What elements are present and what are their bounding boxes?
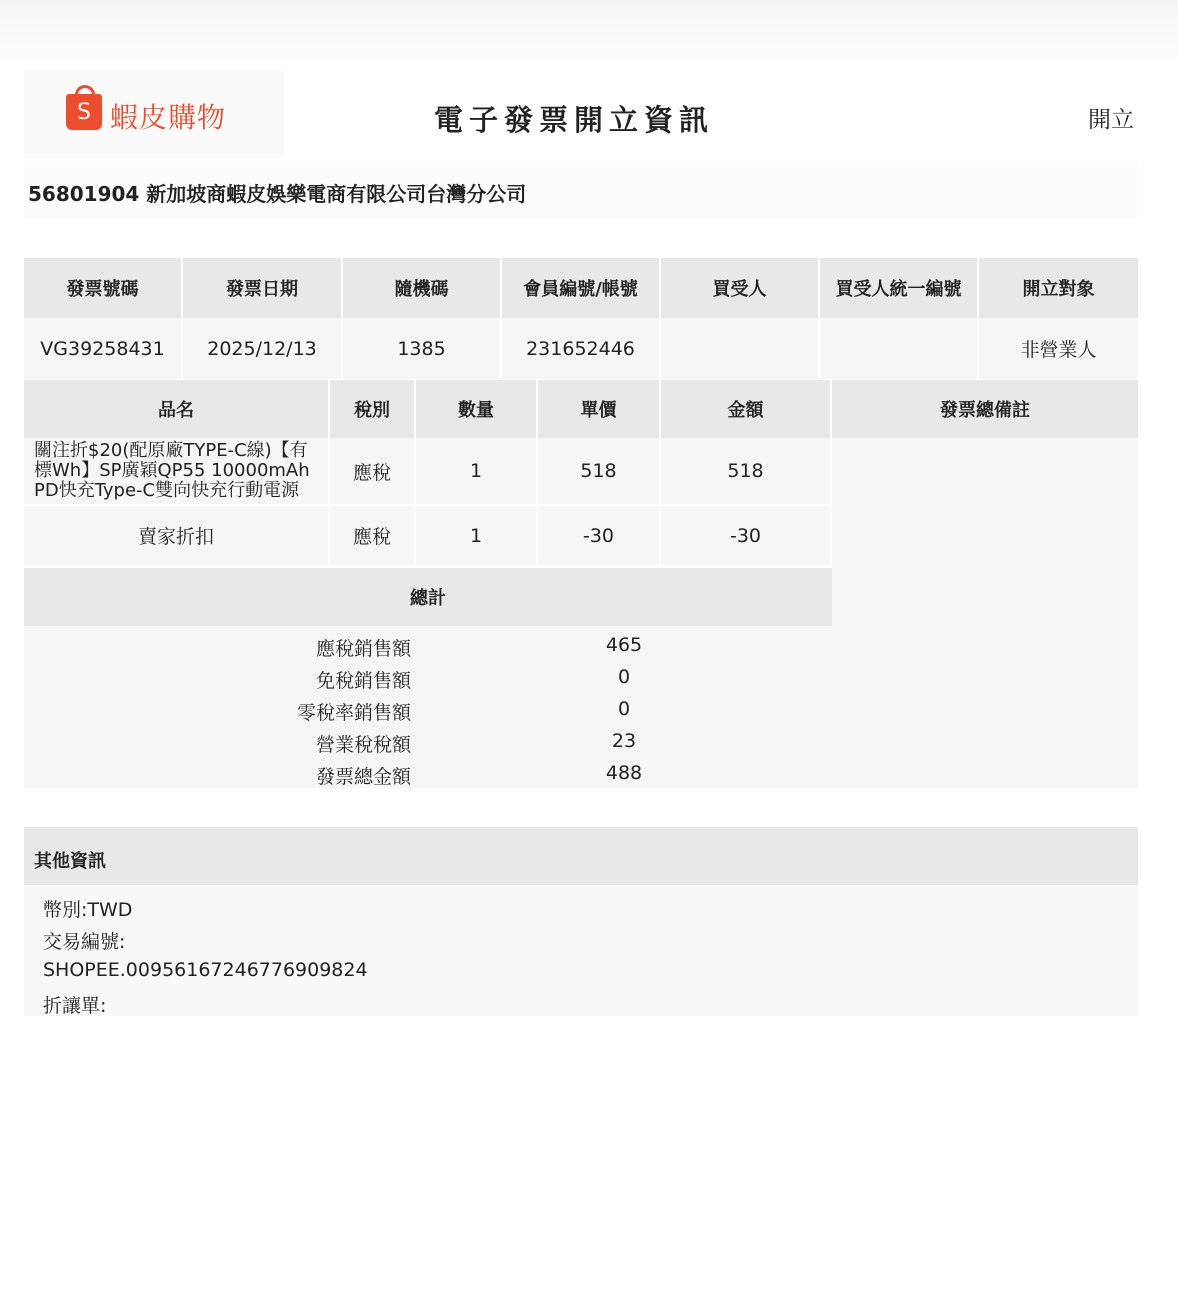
seller-name: 56801904 新加坡商蝦皮娛樂電商有限公司台灣分公司 bbox=[28, 182, 527, 206]
row-2-unit-price: -30 bbox=[538, 506, 661, 567]
tax-type-header: 稅別 bbox=[330, 380, 416, 438]
buyer-tax-id-header: 買受人統一編號 bbox=[820, 258, 979, 318]
total-label-2: 免稅銷售額 bbox=[315, 670, 411, 692]
unit-price-header: 單價 bbox=[538, 380, 661, 438]
row-1-item-name: 關注折$20(配原廠TYPE-C線)【有標Wh】SP廣穎QP55 10000mAh PD快充Type-C雙向快充行動電源 bbox=[24, 438, 330, 506]
quantity-header: 數量 bbox=[416, 380, 538, 438]
row-1-quantity: 1 bbox=[416, 438, 538, 506]
amount-header: 金額 bbox=[661, 380, 832, 438]
other-info-body bbox=[24, 885, 1138, 1016]
status-label: 開立 bbox=[1088, 107, 1134, 133]
page-title: 電子發票開立資訊 bbox=[434, 103, 715, 137]
total-value-1: 465 bbox=[605, 634, 643, 656]
issue-target-value: 非營業人 bbox=[979, 318, 1138, 379]
member-id-header: 會員編號/帳號 bbox=[502, 258, 661, 318]
invoice-remarks-header: 發票總備註 bbox=[832, 380, 1138, 438]
total-label-5: 發票總金額 bbox=[315, 766, 411, 788]
item-name-header: 品名 bbox=[24, 380, 330, 438]
buyer-tax-id-value bbox=[820, 318, 979, 379]
totals-body bbox=[24, 626, 832, 788]
invoice-date-header: 發票日期 bbox=[183, 258, 343, 318]
invoice-date-value: 2025/12/13 bbox=[183, 318, 343, 379]
total-value-4: 23 bbox=[611, 730, 637, 752]
random-code-header: 隨機碼 bbox=[343, 258, 502, 318]
random-code-value: 1385 bbox=[343, 318, 502, 379]
other-info-header bbox=[24, 827, 1138, 885]
total-value-3: 0 bbox=[617, 698, 631, 720]
row-1-tax-type: 應稅 bbox=[330, 438, 416, 506]
row-2-quantity: 1 bbox=[416, 506, 538, 567]
invoice-number-value: VG39258431 bbox=[24, 318, 183, 379]
transaction-label: 交易編號: bbox=[43, 931, 126, 953]
page-header bbox=[24, 70, 1138, 158]
row-2-item-name: 賣家折扣 bbox=[24, 506, 330, 567]
invoice-number-header: 發票號碼 bbox=[24, 258, 183, 318]
total-value-2: 0 bbox=[617, 666, 631, 688]
total-label-3: 零稅率銷售額 bbox=[296, 702, 411, 724]
brand-name: 蝦皮購物 bbox=[110, 101, 227, 134]
logo bbox=[24, 70, 284, 158]
row-2-tax-type: 應稅 bbox=[330, 506, 416, 567]
total-label-4: 營業稅稅額 bbox=[315, 734, 411, 756]
row-1-amount: 518 bbox=[661, 438, 832, 506]
buyer-header: 買受人 bbox=[661, 258, 820, 318]
row-2-amount: -30 bbox=[661, 506, 832, 567]
buyer-value bbox=[661, 318, 820, 379]
issue-target-header: 開立對象 bbox=[979, 258, 1138, 318]
other-info-title: 其他資訊 bbox=[34, 851, 106, 872]
totals-header: 總計 bbox=[24, 568, 832, 626]
currency-line: 幣別:TWD bbox=[43, 899, 133, 921]
seller-info bbox=[24, 162, 1138, 218]
transaction-id: SHOPEE.00956167246776909824 bbox=[43, 959, 368, 981]
member-id-value: 231652446 bbox=[502, 318, 661, 379]
shopping-bag-icon: S bbox=[66, 94, 102, 130]
total-label-1: 應稅銷售額 bbox=[315, 638, 411, 660]
top-fade bbox=[0, 0, 1178, 70]
row-1-unit-price: 518 bbox=[538, 438, 661, 506]
allowance-line: 折讓單: bbox=[43, 995, 107, 1017]
invoice-remarks-body bbox=[832, 438, 1138, 788]
total-value-5: 488 bbox=[605, 762, 643, 784]
